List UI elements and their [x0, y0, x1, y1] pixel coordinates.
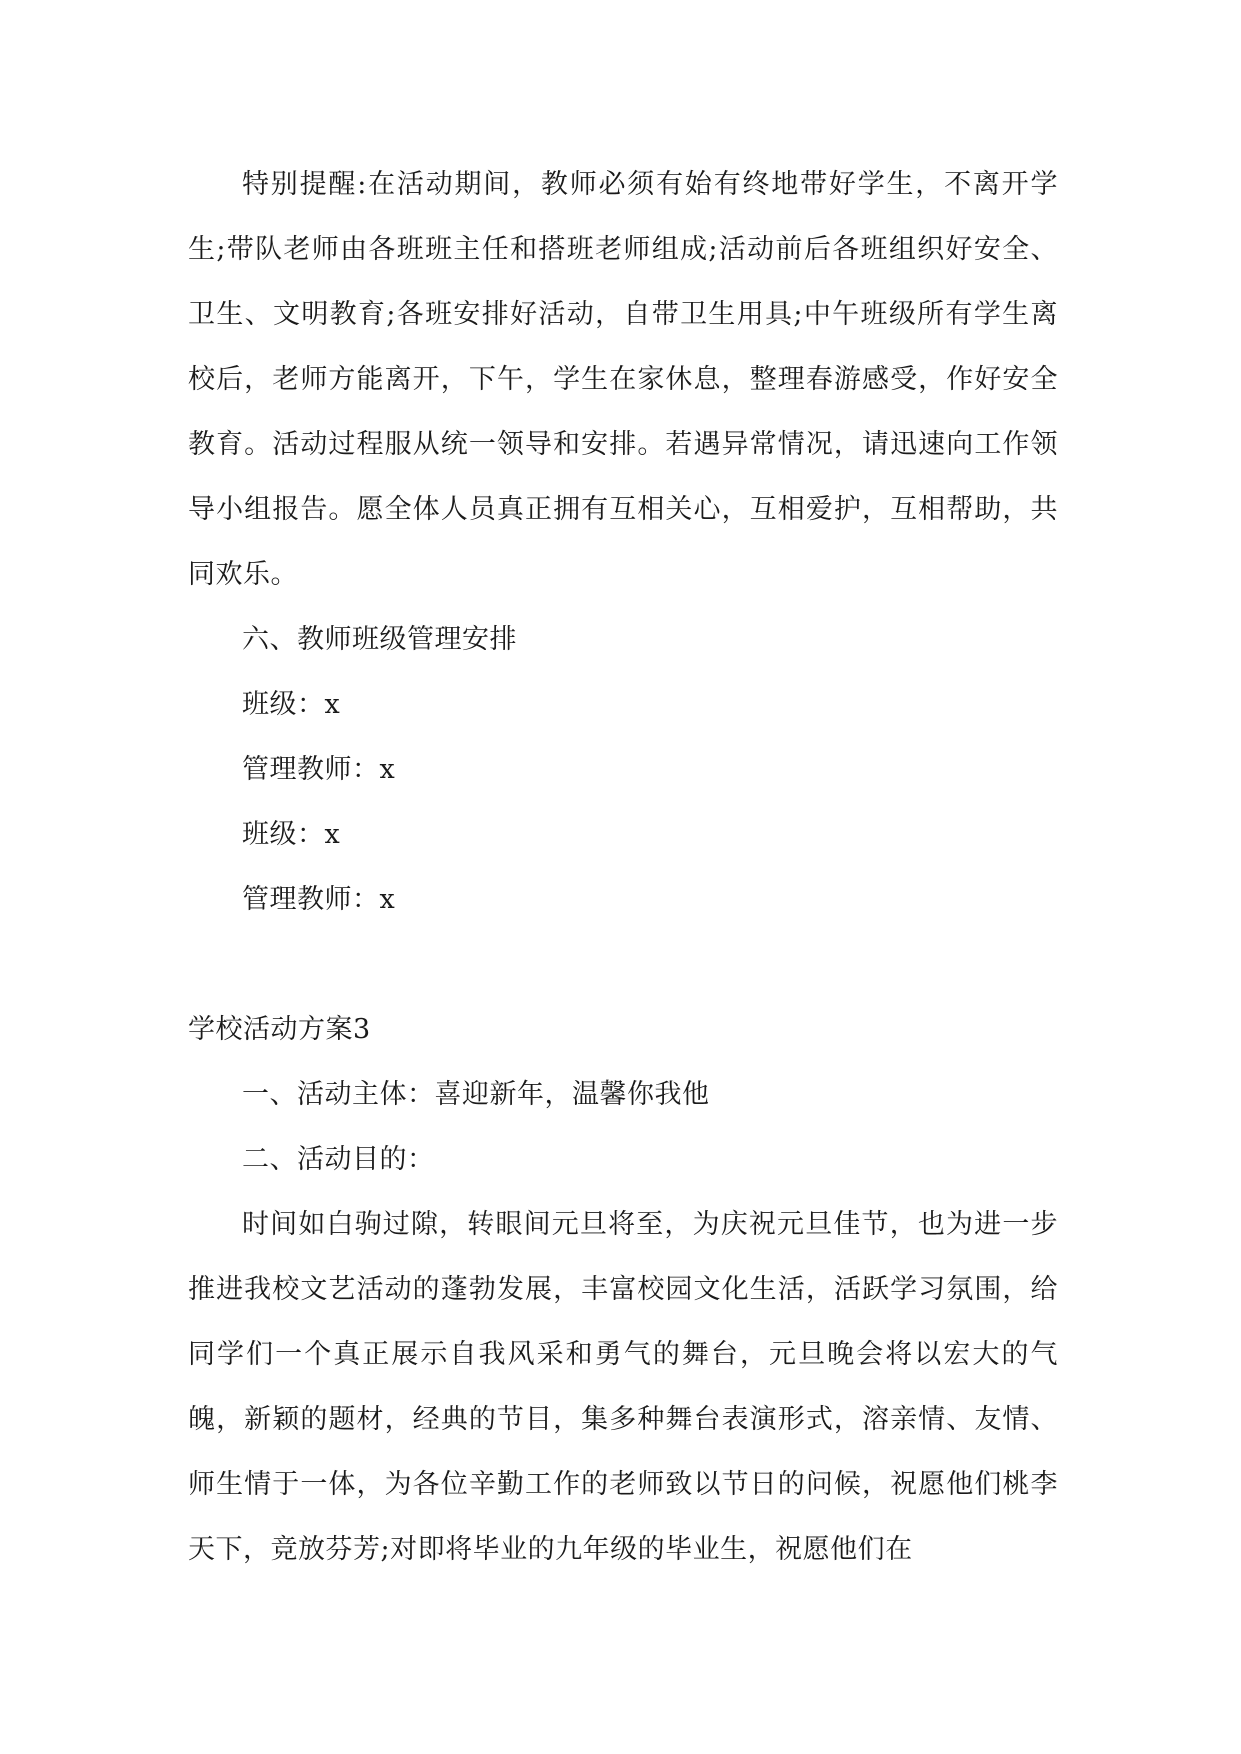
section6-heading: 六、教师班级管理安排 [242, 624, 517, 655]
plan3-theme: 一、活动主体：喜迎新年，温馨你我他 [242, 1079, 710, 1110]
plan3-purpose-heading: 二、活动目的： [242, 1144, 435, 1175]
plan3-purpose-paragraph: 时间如白驹过隙，转眼间元旦将至，为庆祝元旦佳节，也为进一步推进我校文艺活动的蓬勃发展，丰富校园文化生活，活跃学习氛围，给同学们一个真正展示自我风采和勇气的舞台，元旦晚会将以宏大的气魄，新颖的题材，经典的节目，集多种舞台表演形式，溶亲情、友情、师生情于一体，为各位辛勤工作的老师致以节日的问候，祝愿他们桃李天下，竞放芬芳;对即将毕业的九年级的毕业生，祝愿他们在 [188, 1209, 1058, 1565]
plan3-title: 学校活动方案3 [188, 1014, 371, 1045]
teacher-line-1: 管理教师：x [242, 754, 396, 785]
teacher-line-2: 管理教师：x [242, 884, 396, 915]
class-line-1: 班级：x [242, 689, 341, 720]
reminder-paragraph: 特别提醒:在活动期间，教师必须有始有终地带好学生，不离开学生;带队老师由各班班主任和搭班老师组成;活动前后各班组织好安全、卫生、文明教育;各班安排好活动，自带卫生用具;中午班级所有学生离校后，老师方能离开，下午，学生在家休息，整理春游感受，作好安全教育。活动过程服从统一领导和安排。若遇异常情况，请迅速向工作领导小组报告。愿全体人员真正拥有互相关心，互相爱护，互相帮助，共同欢乐。 [188, 169, 1058, 590]
class-line-2: 班级：x [242, 819, 341, 850]
document-body [188, 152, 1058, 1582]
